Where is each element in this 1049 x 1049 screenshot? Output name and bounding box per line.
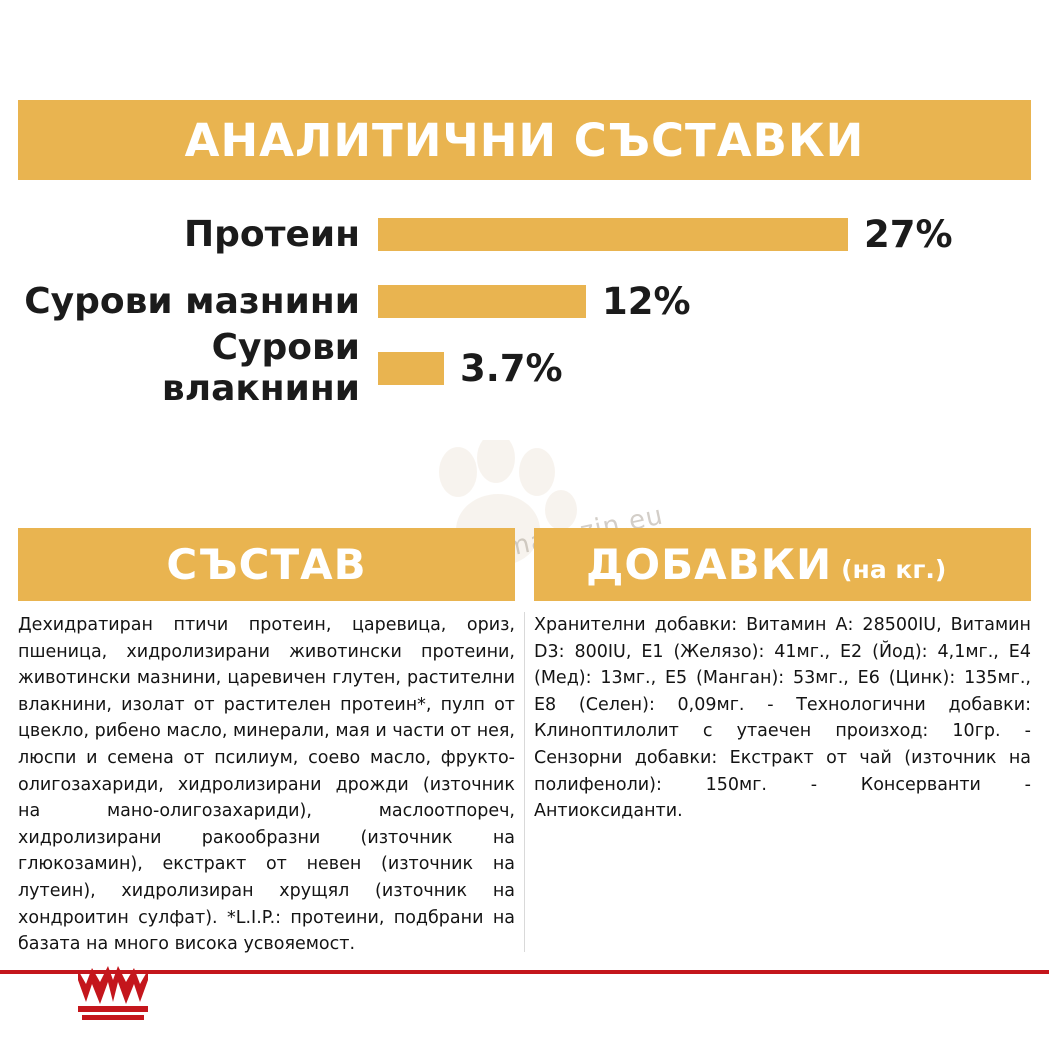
composition-banner bbox=[18, 528, 515, 601]
composition-title: СЪСТАВ bbox=[166, 540, 367, 589]
additives-title: ДОБАВКИ bbox=[586, 540, 833, 589]
nutrient-bar-crude-fat bbox=[378, 285, 586, 318]
nutrient-label-crude-fibre: Сурови влакнини bbox=[161, 327, 360, 409]
nutrient-bar-wrap bbox=[378, 280, 1031, 323]
nutrient-bar-crude-fibre bbox=[378, 352, 444, 385]
nutrient-row bbox=[18, 272, 1031, 330]
nutrient-value-crude-fibre: 3.7% bbox=[460, 346, 563, 390]
additives-text: Хранителни добавки: Витамин А: 28500IU, Витамин D3: 800IU, E1 (Желязо): 41мг., E2 (Йод): 4,1мг., E4 (Мед): 13мг., E5 (Манган): 53мг., E6 (Цинк): 135мг., E8 (Селен): 0,09мг. - Технологични добавки: Клиноптилолит с утаечен произход: 10гр. - Сензорни добавки: Екстракт от чай (източник на полифеноли): 150мг. - Консерванти - Антиоксиданти. bbox=[534, 615, 1031, 822]
nutrient-bar-wrap bbox=[378, 213, 1031, 256]
footer-rule bbox=[0, 970, 1049, 974]
nutrient-bar-list bbox=[18, 205, 1031, 409]
nutrient-label-crude-fat: Сурови мазнини bbox=[24, 280, 360, 322]
column-divider bbox=[524, 612, 525, 952]
nutrient-label-protein: Протеин bbox=[183, 213, 360, 255]
nutrient-bar-wrap bbox=[378, 347, 1031, 390]
nutrient-value-crude-fat: 12% bbox=[602, 279, 691, 323]
nutrient-value-protein: 27% bbox=[864, 212, 953, 256]
nutrient-row bbox=[18, 205, 1031, 263]
nutrient-row bbox=[18, 327, 1031, 409]
additives-subtitle: (на кг.) bbox=[841, 555, 947, 584]
nutrient-bar-protein bbox=[378, 218, 848, 251]
analytical-constituents-title: АНАЛИТИЧНИ СЪСТАВКИ bbox=[184, 113, 865, 167]
additives-banner bbox=[534, 528, 1031, 601]
royal-canin-crown-logo bbox=[72, 962, 154, 1028]
analytical-constituents-banner bbox=[18, 100, 1031, 180]
composition-text: Дехидратиран птичи протеин, царевица, ориз, пшеница, хидролизирани животински протеини, животински мазнини, царевичен глутен, растителни влакнини, изолат от растителен протеин*, пулп от цвекло, рибено масло, минерали, мая и части от нея, люспи и семена от псилиум, соево масло, фрукто-олигозахариди, хидролизирани дрожди (източник на мано-олигозахариди), маслоотпореч, хидролизирани ракообразни (източник на глюкозамин), екстракт от невен (източник на лутеин), хидролизиран хрущял (източник на хондроитин сулфат). *L.I.P.: протеини, подбрани на базата на много висока усвояемост. bbox=[18, 615, 515, 955]
